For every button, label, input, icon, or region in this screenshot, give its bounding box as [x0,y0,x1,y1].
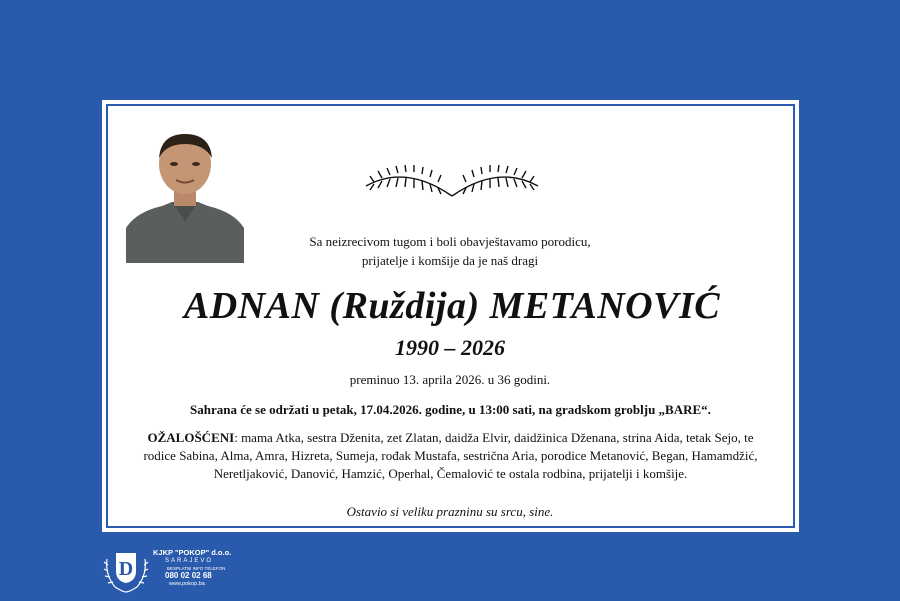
logo-city: SARAJEVO [165,558,214,565]
logo-url: www.pokop.ba [169,580,205,587]
logo-info-label: BESPLATNI INFO TELEFON [167,565,226,571]
logo-phone: 080 02 02 68 [165,570,212,580]
funeral-announcement: Sahrana će se održati u petak, 17.04.2026. godine, u 13:00 sati, na gradskom groblju „BARE“. [190,402,711,417]
portrait-photo [126,130,244,263]
pokop-logo [103,547,263,595]
pokop-logo-icon [103,549,149,593]
intro-text [252,232,648,270]
palm-branches-icon [360,160,544,208]
mourners-list: : mama Atka, sestra Dženita, zet Zlatan, daidža Elvir, daidžinica Dženana, strina Aida, tetak Sejo, te rodice Sabina, Alma, Amra, Hizreta, Sumeja, rođak Mustafa, sestrična Aria, porodice Metanović, Began, Hamamdžić, Neretljaković, Danović, Hamzić, Operhal, Čemalović te ostala rodbina, prijatelji i komšije. [143,430,758,481]
intro-line-2: prijatelje i komšije da je naš dragi [361,253,539,268]
logo-company: KJKP "POKOP" d.o.o. [153,548,232,557]
obituary-card [102,100,799,532]
mourners-paragraph [132,429,769,483]
closing-line: Ostavio si veliku prazninu su srcu, sine. [346,504,554,519]
death-date-text: preminuo 13. aprila 2026. u 36 godini. [349,372,551,387]
deceased-name: ADNAN (Ruždija) METANOVIĆ [183,285,721,327]
mourners-label: OŽALOŠĆENI [147,430,235,445]
life-years: 1990 – 2026 [395,335,505,360]
pokop-logo-text [153,549,263,587]
intro-line-1: Sa neizrecivom tugom i boli obavještavamo porodicu, [309,234,591,249]
svg-text:D: D [118,558,134,580]
